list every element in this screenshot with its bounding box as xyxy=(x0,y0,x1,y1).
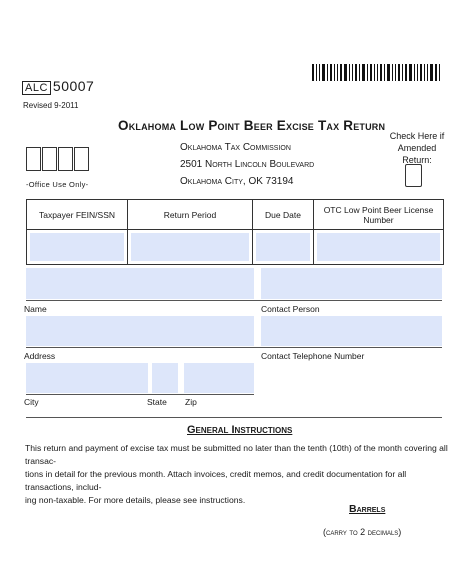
barcode-bar xyxy=(337,64,338,81)
return-period-cell xyxy=(128,230,253,265)
column-header-license-number: OTC Low Point Beer License Number xyxy=(314,200,444,230)
office-use-box-1 xyxy=(26,147,41,171)
instructions-line-2: tions in detail for the previous month. Attach invoices, credit memos, and credit documentation for all transactions, includ- xyxy=(25,469,407,492)
barcode-bar xyxy=(367,64,368,81)
name-row-rule xyxy=(26,300,442,301)
barcode-bar xyxy=(435,64,437,81)
barcode-bar xyxy=(344,64,347,81)
barcode-bar xyxy=(352,64,353,81)
barcode-bar xyxy=(327,64,328,81)
due-date-cell xyxy=(253,230,314,265)
barcode-bar xyxy=(312,64,314,81)
contact-person-label: Contact Person xyxy=(261,304,320,314)
fein-input[interactable] xyxy=(30,233,124,261)
office-use-label: -Office Use Only- xyxy=(26,180,89,189)
city-label: City xyxy=(24,397,39,407)
barcode-bar xyxy=(359,64,360,81)
agency-city: Oklahoma City, OK 73194 xyxy=(180,176,294,187)
barrels-heading: Barrels xyxy=(349,503,386,515)
taxpayer-info-table xyxy=(26,199,444,265)
address-row-rule xyxy=(26,347,442,348)
barcode-icon xyxy=(312,64,442,81)
license-number-cell xyxy=(314,230,444,265)
instructions-line-3: ing non-taxable. For more details, please see instructions. xyxy=(25,495,246,505)
barcode-bar xyxy=(384,64,385,81)
license-number-input[interactable] xyxy=(317,233,440,261)
barcode-bar xyxy=(377,64,378,81)
barcode-bar xyxy=(417,64,418,81)
form-code xyxy=(22,78,94,94)
agency-name: Oklahoma Tax Commission xyxy=(180,142,291,153)
zip-label: Zip xyxy=(185,397,197,407)
amended-return-checkbox[interactable] xyxy=(405,164,422,187)
barcode-bar xyxy=(362,64,365,81)
zip-input[interactable] xyxy=(184,363,254,393)
barcode-bar xyxy=(414,64,415,81)
office-use-box-4 xyxy=(74,147,89,171)
barcode-bar xyxy=(402,64,403,81)
barcode-bar xyxy=(398,64,400,81)
barcode-bar xyxy=(409,64,412,81)
barcode-bar xyxy=(387,64,390,81)
office-use-box-2 xyxy=(42,147,57,171)
barcode-bar xyxy=(334,64,335,81)
page-title: Oklahoma Low Point Beer Excise Tax Return xyxy=(118,118,386,133)
barrels-note: (carry to 2 decimals) xyxy=(323,527,402,537)
barcode-bar xyxy=(349,64,350,81)
barcode-bar xyxy=(319,64,320,81)
contact-person-input[interactable] xyxy=(261,268,442,299)
barcode-bar xyxy=(380,64,382,81)
name-input[interactable] xyxy=(26,268,254,299)
barcode-bar xyxy=(424,64,425,81)
instructions-top-rule xyxy=(26,417,442,418)
barcode-bar xyxy=(374,64,375,81)
form-code-prefix: ALC xyxy=(22,81,51,95)
state-input[interactable] xyxy=(152,363,178,393)
barcode-bar xyxy=(355,64,357,81)
barcode-bar xyxy=(392,64,393,81)
office-use-box-3 xyxy=(58,147,73,171)
barcode-bar xyxy=(395,64,396,81)
barcode-bar xyxy=(330,64,332,81)
agency-street: 2501 North Lincoln Boulevard xyxy=(180,159,315,170)
instructions-heading: General Instructions xyxy=(187,424,293,436)
return-period-input[interactable] xyxy=(131,233,249,261)
address-input[interactable] xyxy=(26,316,254,346)
barcode-bar xyxy=(420,64,422,81)
contact-phone-input[interactable] xyxy=(261,316,442,346)
contact-phone-label: Contact Telephone Number xyxy=(261,351,365,361)
column-header-fein: Taxpayer FEIN/SSN xyxy=(27,200,128,230)
barcode-bar xyxy=(340,64,342,81)
barcode-bar xyxy=(370,64,372,81)
amended-label-line1: Check Here if xyxy=(389,131,445,141)
name-label: Name xyxy=(24,304,47,314)
city-input[interactable] xyxy=(26,363,148,393)
revised-date: Revised 9-2011 xyxy=(23,101,79,110)
instructions-line-1: This return and payment of excise tax must be submitted no later than the tenth (10th) of the month covering all transac- xyxy=(25,443,448,466)
barcode-bar xyxy=(405,64,407,81)
barcode-bar xyxy=(430,64,433,81)
due-date-input[interactable] xyxy=(256,233,310,261)
form-code-number: 50007 xyxy=(52,78,95,94)
column-header-return-period: Return Period xyxy=(128,200,253,230)
city-row-rule xyxy=(26,394,254,395)
amended-label-line2: Amended Return: xyxy=(397,143,437,165)
instructions-text xyxy=(25,442,450,507)
address-label: Address xyxy=(24,351,56,361)
barcode-bar xyxy=(316,64,317,81)
barcode-bar xyxy=(439,64,440,81)
state-label: State xyxy=(147,397,167,407)
column-header-due-date: Due Date xyxy=(253,200,314,230)
barcode-bar xyxy=(322,64,325,81)
barcode-bar xyxy=(427,64,428,81)
fein-cell xyxy=(27,230,128,265)
amended-label xyxy=(382,130,452,166)
